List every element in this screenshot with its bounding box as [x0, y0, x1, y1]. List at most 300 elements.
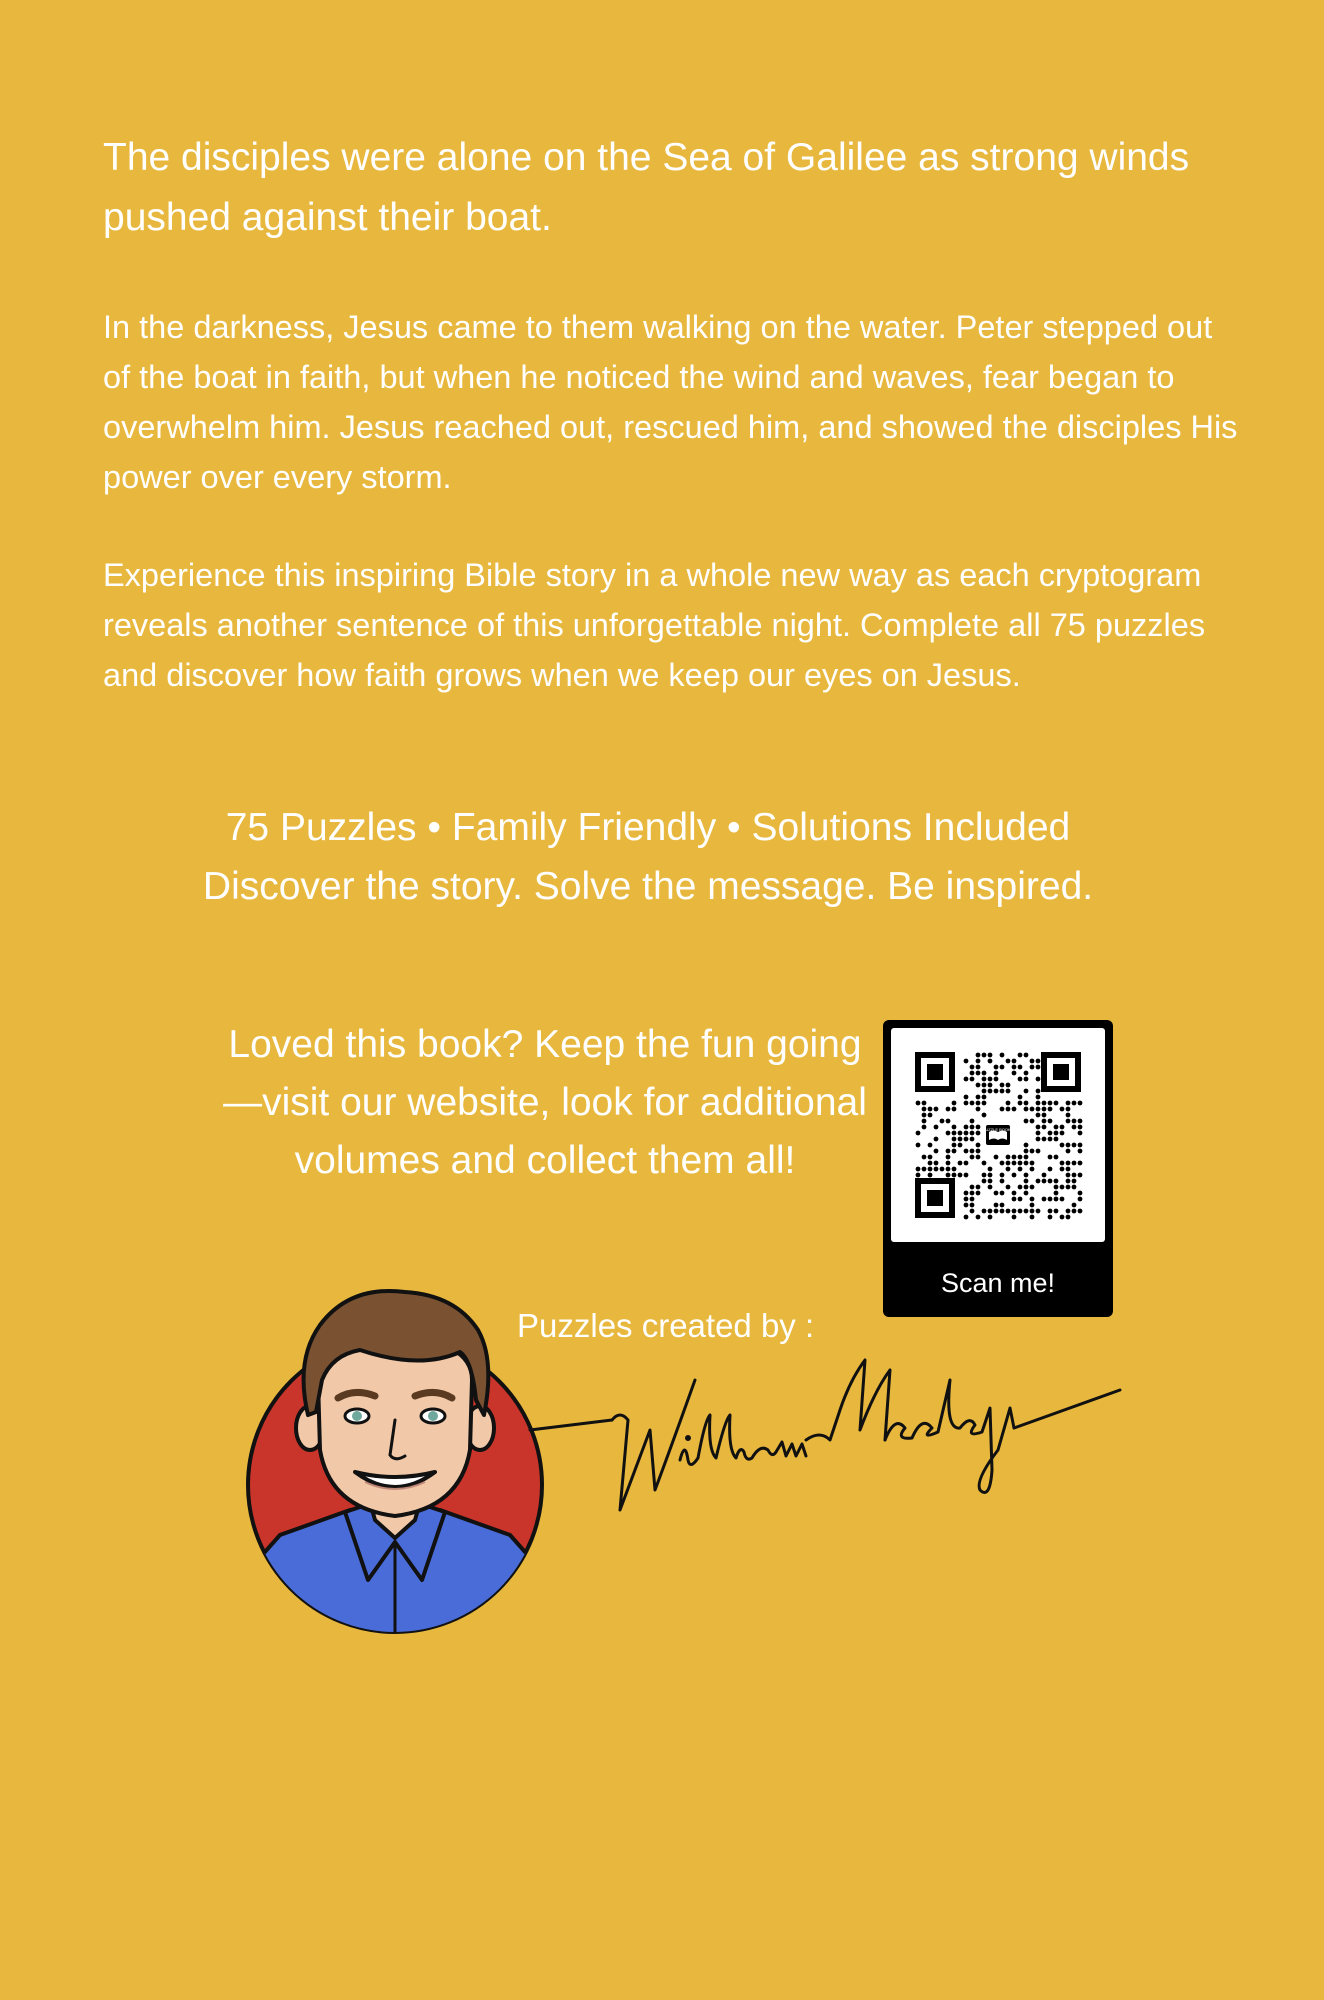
qr-module — [916, 1101, 921, 1106]
qr-module — [1042, 1101, 1047, 1106]
qr-finder-top-right — [1041, 1052, 1081, 1092]
qr-module — [1030, 1161, 1035, 1166]
qr-module — [1054, 1197, 1059, 1202]
qr-module — [1066, 1215, 1071, 1220]
qr-module — [958, 1173, 963, 1178]
qr-module — [1018, 1155, 1023, 1160]
qr-module — [1036, 1107, 1041, 1112]
qr-module — [1030, 1059, 1035, 1064]
qr-module — [1024, 1107, 1029, 1112]
qr-center-logo — [982, 1121, 1014, 1149]
qr-module — [976, 1101, 981, 1106]
qr-module — [988, 1185, 993, 1190]
qr-module — [922, 1119, 927, 1124]
qr-module — [1048, 1167, 1053, 1172]
qr-module — [1006, 1167, 1011, 1172]
qr-module — [1060, 1143, 1065, 1148]
qr-module — [970, 1071, 975, 1076]
credit-label: Puzzles created by : — [517, 1307, 815, 1344]
qr-module — [1072, 1203, 1077, 1208]
qr-module — [964, 1161, 969, 1166]
qr-module — [964, 1137, 969, 1142]
qr-module — [988, 1215, 993, 1220]
qr-module — [1066, 1185, 1071, 1190]
qr-module — [976, 1125, 981, 1130]
qr-module — [970, 1197, 975, 1202]
qr-module — [1066, 1101, 1071, 1106]
qr-module — [1078, 1197, 1083, 1202]
qr-module — [1060, 1131, 1065, 1136]
qr-finder-bottom-left — [915, 1178, 955, 1218]
qr-module — [1054, 1185, 1059, 1190]
qr-module — [1000, 1179, 1005, 1184]
qr-module — [1066, 1107, 1071, 1112]
qr-module — [916, 1167, 921, 1172]
qr-module — [982, 1209, 987, 1214]
qr-module — [1078, 1149, 1083, 1154]
author-avatar — [240, 1280, 550, 1650]
qr-module — [1012, 1191, 1017, 1196]
invitation-paragraph: Experience this inspiring Bible story in a whole new way as each cryptogram reveals another sentence of this unforgettable night. Complete all 75 puzzles and discover how faith grows when we keep our eyes on Jesus. — [103, 557, 1206, 693]
qr-module — [1024, 1077, 1029, 1082]
qr-module — [1072, 1143, 1077, 1148]
qr-module — [976, 1095, 981, 1100]
qr-module — [1066, 1179, 1071, 1184]
qr-module — [1012, 1215, 1017, 1220]
qr-module — [964, 1125, 969, 1130]
qr-module — [928, 1173, 933, 1178]
qr-module — [1036, 1137, 1041, 1142]
qr-module — [994, 1203, 999, 1208]
qr-module — [1078, 1131, 1083, 1136]
qr-module — [964, 1095, 969, 1100]
qr-module — [1078, 1191, 1083, 1196]
qr-module — [1018, 1101, 1023, 1106]
qr-module — [1066, 1209, 1071, 1214]
qr-module — [1060, 1161, 1065, 1166]
qr-finder-top-left — [915, 1052, 955, 1092]
qr-module — [994, 1089, 999, 1094]
qr-module — [1048, 1119, 1053, 1124]
qr-module — [1048, 1131, 1053, 1136]
qr-module — [1030, 1107, 1035, 1112]
qr-module — [940, 1167, 945, 1172]
qr-module — [1066, 1167, 1071, 1172]
qr-module — [976, 1071, 981, 1076]
qr-module — [946, 1173, 951, 1178]
qr-module — [958, 1137, 963, 1142]
qr-module — [1078, 1173, 1083, 1178]
qr-module — [964, 1059, 969, 1064]
qr-module — [952, 1107, 957, 1112]
qr-module — [976, 1059, 981, 1064]
qr-module — [1018, 1077, 1023, 1082]
qr-module — [1012, 1059, 1017, 1064]
qr-module — [1012, 1197, 1017, 1202]
qr-module — [958, 1161, 963, 1166]
qr-module — [958, 1131, 963, 1136]
qr-module — [1060, 1197, 1065, 1202]
qr-module — [988, 1179, 993, 1184]
qr-module — [1024, 1179, 1029, 1184]
qr-module — [946, 1107, 951, 1112]
qr-module — [1048, 1137, 1053, 1142]
qr-module — [1048, 1215, 1053, 1220]
qr-module — [982, 1089, 987, 1094]
qr-module — [1006, 1089, 1011, 1094]
qr-module — [1024, 1173, 1029, 1178]
qr-module — [970, 1065, 975, 1070]
qr-module — [982, 1101, 987, 1106]
qr-module — [928, 1167, 933, 1172]
qr-module — [970, 1155, 975, 1160]
qr-module — [994, 1077, 999, 1082]
qr-module — [1054, 1191, 1059, 1196]
qr-module — [982, 1179, 987, 1184]
qr-module — [1060, 1107, 1065, 1112]
qr-module — [952, 1101, 957, 1106]
qr-module — [1024, 1209, 1029, 1214]
qr-module — [1012, 1155, 1017, 1160]
qr-module — [970, 1101, 975, 1106]
qr-module — [1078, 1209, 1083, 1214]
qr-module — [946, 1155, 951, 1160]
qr-module — [916, 1143, 921, 1148]
qr-module — [922, 1113, 927, 1118]
qr-module — [1006, 1161, 1011, 1166]
qr-module — [934, 1149, 939, 1154]
qr-module — [922, 1107, 927, 1112]
qr-module — [1036, 1089, 1041, 1094]
qr-module — [1036, 1125, 1041, 1130]
qr-module — [976, 1155, 981, 1160]
qr-module — [952, 1143, 957, 1148]
qr-module — [1030, 1167, 1035, 1172]
qr-module — [982, 1077, 987, 1082]
qr-module — [1030, 1197, 1035, 1202]
qr-module — [1024, 1185, 1029, 1190]
qr-module — [1012, 1161, 1017, 1166]
promo-text: Loved this book? Keep the fun going—visit our website, look for additional volumes and collect them all! — [223, 1023, 867, 1182]
qr-module — [928, 1155, 933, 1160]
qr-module — [1048, 1107, 1053, 1112]
qr-module — [1024, 1119, 1029, 1124]
qr-module — [1036, 1131, 1041, 1136]
qr-module — [964, 1101, 969, 1106]
qr-module — [970, 1077, 975, 1082]
qr-module — [934, 1161, 939, 1166]
qr-module — [922, 1101, 927, 1106]
qr-module — [952, 1125, 957, 1130]
qr-module — [1000, 1083, 1005, 1088]
qr-module — [988, 1167, 993, 1172]
qr-module — [994, 1209, 999, 1214]
qr-module — [970, 1131, 975, 1136]
qr-module — [988, 1083, 993, 1088]
qr-module — [1036, 1113, 1041, 1118]
features-tagline: 75 Puzzles • Family Friendly • Solutions Included — [225, 806, 1071, 849]
qr-module — [1030, 1065, 1035, 1070]
qr-module — [922, 1155, 927, 1160]
qr-module — [988, 1053, 993, 1058]
qr-module — [1036, 1059, 1041, 1064]
qr-module — [994, 1071, 999, 1076]
qr-module — [1030, 1209, 1035, 1214]
qr-module — [1042, 1197, 1047, 1202]
qr-module — [1042, 1137, 1047, 1142]
qr-module — [970, 1137, 975, 1142]
qr-module — [988, 1089, 993, 1094]
qr-module — [1006, 1185, 1011, 1190]
qr-module — [976, 1185, 981, 1190]
qr-module — [1078, 1101, 1083, 1106]
story-paragraph: In the darkness, Jesus came to them walking on the water. Peter stepped out of the boat in faith, but when he noticed the wind and waves, fear began to overwhelm him. Jesus reached out, rescued him, and showed the disciples His power over every storm. — [103, 309, 1238, 495]
qr-module — [964, 1173, 969, 1178]
qr-module — [976, 1065, 981, 1070]
qr-module — [970, 1149, 975, 1154]
qr-module — [946, 1119, 951, 1124]
qr-module — [928, 1107, 933, 1112]
qr-module — [988, 1059, 993, 1064]
qr-module — [1072, 1161, 1077, 1166]
qr-logo-text: PUZZLE BOOKS — [982, 1127, 1014, 1132]
qr-module — [946, 1131, 951, 1136]
qr-module — [1042, 1179, 1047, 1184]
qr-module — [1024, 1155, 1029, 1160]
qr-module — [1054, 1101, 1059, 1106]
qr-module — [1024, 1143, 1029, 1148]
qr-module — [1030, 1203, 1035, 1208]
qr-module — [1000, 1173, 1005, 1178]
qr-module — [1048, 1179, 1053, 1184]
qr-module — [1060, 1215, 1065, 1220]
qr-module — [964, 1191, 969, 1196]
qr-module — [970, 1191, 975, 1196]
qr-module — [1072, 1101, 1077, 1106]
qr-module — [1018, 1167, 1023, 1172]
qr-module — [934, 1107, 939, 1112]
qr-module — [994, 1191, 999, 1196]
qr-module — [982, 1113, 987, 1118]
qr-module — [1048, 1197, 1053, 1202]
qr-module — [1006, 1209, 1011, 1214]
qr-module — [976, 1149, 981, 1154]
qr-module — [1000, 1053, 1005, 1058]
qr-module — [934, 1137, 939, 1142]
qr-module — [1000, 1107, 1005, 1112]
qr-module — [1006, 1101, 1011, 1106]
qr-module — [1066, 1113, 1071, 1118]
qr-code-graphic — [891, 1028, 1105, 1242]
qr-module — [1030, 1215, 1035, 1220]
qr-module — [1042, 1119, 1047, 1124]
qr-module — [1000, 1203, 1005, 1208]
qr-module — [964, 1131, 969, 1136]
qr-module — [1066, 1143, 1071, 1148]
qr-module — [928, 1161, 933, 1166]
qr-module — [1066, 1161, 1071, 1166]
qr-module — [1018, 1185, 1023, 1190]
slogan-tagline: Discover the story. Solve the message. Be inspired. — [202, 865, 1094, 908]
qr-module — [976, 1191, 981, 1196]
qr-module — [964, 1203, 969, 1208]
qr-module — [952, 1131, 957, 1136]
qr-module — [982, 1053, 987, 1058]
qr-module — [1018, 1209, 1023, 1214]
qr-module — [922, 1167, 927, 1172]
qr-module — [1078, 1119, 1083, 1124]
qr-module — [952, 1137, 957, 1142]
qr-module — [982, 1071, 987, 1076]
qr-module — [1000, 1191, 1005, 1196]
qr-code-icon[interactable] — [891, 1028, 1105, 1242]
qr-module — [988, 1077, 993, 1082]
qr-module — [964, 1197, 969, 1202]
qr-module — [1018, 1161, 1023, 1166]
qr-module — [934, 1125, 939, 1130]
qr-module — [1006, 1059, 1011, 1064]
intro-text: The disciples were alone on the Sea of Galilee as strong winds pushed against their boat. — [103, 136, 1190, 239]
qr-module — [1018, 1065, 1023, 1070]
qr-module — [1048, 1209, 1053, 1214]
qr-module — [1012, 1107, 1017, 1112]
qr-module — [1042, 1107, 1047, 1112]
qr-module — [1054, 1131, 1059, 1136]
qr-module — [988, 1209, 993, 1214]
qr-module — [916, 1131, 921, 1136]
qr-module — [1048, 1101, 1053, 1106]
qr-module — [970, 1209, 975, 1214]
qr-module — [1066, 1173, 1071, 1178]
qr-module — [928, 1113, 933, 1118]
qr-module — [1054, 1125, 1059, 1130]
qr-module — [1000, 1065, 1005, 1070]
qr-module — [958, 1143, 963, 1148]
qr-module — [1018, 1053, 1023, 1058]
qr-module — [994, 1155, 999, 1160]
qr-module — [1054, 1155, 1059, 1160]
qr-module — [982, 1173, 987, 1178]
qr-card[interactable] — [883, 1020, 1113, 1317]
qr-module — [970, 1119, 975, 1124]
qr-module — [976, 1143, 981, 1148]
qr-module — [946, 1149, 951, 1154]
qr-module — [1024, 1089, 1029, 1094]
qr-module — [982, 1161, 987, 1166]
qr-module — [1072, 1173, 1077, 1178]
qr-module — [922, 1125, 927, 1130]
qr-module — [976, 1107, 981, 1112]
qr-module — [1036, 1149, 1041, 1154]
qr-module — [1024, 1149, 1029, 1154]
qr-module — [940, 1119, 945, 1124]
qr-module — [1036, 1209, 1041, 1214]
qr-module — [1030, 1185, 1035, 1190]
qr-module — [1006, 1155, 1011, 1160]
qr-module — [1018, 1095, 1023, 1100]
qr-module — [1036, 1065, 1041, 1070]
qr-module — [1072, 1209, 1077, 1214]
qr-module — [976, 1053, 981, 1058]
qr-module — [964, 1215, 969, 1220]
qr-module — [1024, 1101, 1029, 1106]
qr-module — [964, 1077, 969, 1082]
qr-module — [1018, 1197, 1023, 1202]
qr-module — [1030, 1149, 1035, 1154]
qr-module — [1048, 1155, 1053, 1160]
qr-module — [1072, 1119, 1077, 1124]
qr-module — [1036, 1101, 1041, 1106]
qr-module — [1024, 1071, 1029, 1076]
qr-module — [1078, 1161, 1083, 1166]
qr-module — [1054, 1179, 1059, 1184]
qr-module — [1000, 1161, 1005, 1166]
qr-module — [976, 1131, 981, 1136]
qr-module — [994, 1065, 999, 1070]
qr-module — [1024, 1191, 1029, 1196]
qr-module — [1078, 1143, 1083, 1148]
qr-module — [976, 1215, 981, 1220]
qr-module — [1060, 1185, 1065, 1190]
qr-module — [1054, 1137, 1059, 1142]
qr-module — [934, 1167, 939, 1172]
qr-module — [952, 1173, 957, 1178]
qr-module — [1066, 1149, 1071, 1154]
qr-module — [1024, 1161, 1029, 1166]
qr-module — [1030, 1119, 1035, 1124]
qr-module — [1072, 1125, 1077, 1130]
qr-module — [970, 1203, 975, 1208]
qr-module — [970, 1185, 975, 1190]
qr-module — [952, 1149, 957, 1154]
qr-module — [1000, 1209, 1005, 1214]
qr-module — [1042, 1125, 1047, 1130]
qr-module — [1012, 1071, 1017, 1076]
qr-module — [1000, 1089, 1005, 1094]
qr-module — [970, 1125, 975, 1130]
qr-module — [1078, 1125, 1083, 1130]
qr-module — [1072, 1185, 1077, 1190]
qr-module — [1012, 1209, 1017, 1214]
qr-module — [1036, 1179, 1041, 1184]
qr-module — [964, 1149, 969, 1154]
qr-module — [1036, 1077, 1041, 1082]
qr-module — [952, 1167, 957, 1172]
qr-module — [1006, 1083, 1011, 1088]
qr-module — [1054, 1209, 1059, 1214]
author-signature — [520, 1320, 1130, 1520]
qr-module — [982, 1083, 987, 1088]
qr-module — [1006, 1107, 1011, 1112]
qr-module — [1072, 1179, 1077, 1184]
qr-scan-label: Scan me! — [940, 1268, 1056, 1298]
qr-module — [988, 1173, 993, 1178]
qr-module — [982, 1095, 987, 1100]
qr-module — [946, 1161, 951, 1166]
qr-module — [1060, 1167, 1065, 1172]
qr-module — [1012, 1173, 1017, 1178]
qr-module — [1060, 1125, 1065, 1130]
qr-module — [928, 1143, 933, 1148]
qr-module — [976, 1083, 981, 1088]
qr-module — [1042, 1173, 1047, 1178]
qr-module — [946, 1167, 951, 1172]
qr-module — [1036, 1095, 1041, 1100]
qr-module — [1012, 1065, 1017, 1070]
qr-module — [1042, 1113, 1047, 1118]
qr-module — [1024, 1053, 1029, 1058]
qr-module — [1066, 1119, 1071, 1124]
